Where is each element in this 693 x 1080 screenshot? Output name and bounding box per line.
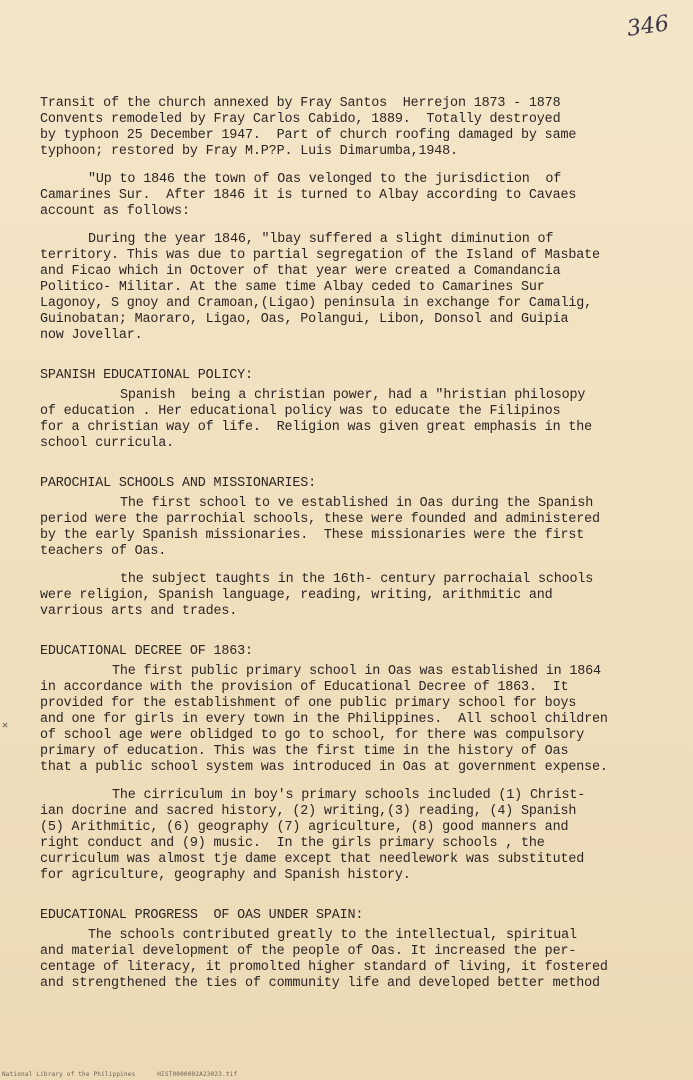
text-line: of school age were oblidged to go to school, for there was compulsory [40, 728, 585, 743]
text-line: The first school to ve established in Oas during the Spanish [120, 496, 594, 511]
file-name: HIST0000002A23023.tif [157, 1071, 238, 1078]
text-line: that a public school system was introduced in Oas at government expense. [40, 760, 608, 775]
text-line: and one for girls in every town in the Philippines. All school children [40, 712, 608, 727]
text-line: right conduct and (9) music. In the girls primary schools , the [40, 836, 545, 851]
text-line: now Jovellar. [40, 328, 143, 343]
archive-name: National Library of the Philippines [2, 1071, 136, 1078]
text-line: Convents remodeled by Fray Carlos Cabido, 1889. Totally destroyed [40, 112, 561, 127]
text-line: Transit of the church annexed by Fray Santos Herrejon 1873 - 1878 [40, 96, 561, 111]
section-heading: PAROCHIAL SCHOOLS AND MISSIONARIES: [40, 476, 316, 491]
text-line: of education . Her educational policy was to educate the Filipinos [40, 404, 561, 419]
paragraph [40, 572, 670, 620]
text-line: and material development of the people of Oas. It increased the per- [40, 944, 577, 959]
section-heading: SPANISH EDUCATIONAL POLICY: [40, 368, 253, 383]
text-line: the subject taughts in the 16th- century parrochaial schools [120, 572, 594, 587]
text-line: Spanish being a christian power, had a "hristian philosopy [120, 388, 586, 403]
text-line: Politico- Militar. At the same time Albay ceded to Camarines Sur [40, 280, 545, 295]
text-line: teachers of Oas. [40, 544, 167, 559]
text-line: The first public primary school in Oas was established in 1864 [112, 664, 601, 679]
page-number: 346 [625, 11, 671, 42]
text-line: The schools contributed greatly to the intellectual, spiritual [88, 928, 577, 943]
text-line: school curricula. [40, 436, 175, 451]
margin-mark: ✕ [2, 721, 9, 732]
text-line: The cirriculum in boy's primary schools included (1) Christ- [112, 788, 586, 803]
text-line: were religion, Spanish language, reading, writing, arithmitic and [40, 588, 553, 603]
section-parochial-schools [40, 476, 670, 632]
paragraph [40, 788, 670, 884]
text-line: Lagonoy, S gnoy and Cramoan,(Ligao) peninsula in exchange for Camalig, [40, 296, 592, 311]
paragraph [40, 928, 670, 992]
section-heading: EDUCATIONAL PROGRESS OF OAS UNDER SPAIN: [40, 908, 364, 923]
text-line: and Ficao which in Octover of that year were created a Comandancia [40, 264, 561, 279]
section-educational-decree [40, 644, 670, 896]
text-line: (5) Arithmitic, (6) geography (7) agriculture, (8) good manners and [40, 820, 569, 835]
text-line: typhoon; restored by Fray M.P?P. Luis Dimarumba,1948. [40, 144, 458, 159]
text-line: in accordance with the provision of Educational Decree of 1863. It [40, 680, 569, 695]
paragraph [40, 388, 670, 452]
text-line: for a christian way of life. Religion was given great emphasis in the [40, 420, 592, 435]
text-line: period were the parrochial schools, these were founded and administered [40, 512, 600, 527]
text-line: curriculum was almost tje dame except that needlework was substituted [40, 852, 585, 867]
text-line: varrious arts and trades. [40, 604, 238, 619]
section-educational-progress [40, 908, 670, 1004]
archive-footer [2, 1071, 255, 1078]
section-heading: EDUCATIONAL DECREE OF 1863: [40, 644, 253, 659]
text-line: and strengthened the ties of community life and developed better method [40, 976, 600, 991]
text-line: account as follows: [40, 204, 190, 219]
paragraph [40, 664, 670, 776]
text-line: ian docrine and sacred history, (2) writing,(3) reading, (4) Spanish [40, 804, 577, 819]
text-line: provided for the establishment of one public primary school for boys [40, 696, 577, 711]
text-line: During the year 1846, "lbay suffered a slight diminution of [88, 232, 554, 247]
paragraph [40, 96, 670, 160]
text-line: Camarines Sur. After 1846 it is turned to Albay according to Cavaes [40, 188, 577, 203]
paragraph [40, 496, 670, 560]
section-spanish-educational-policy [40, 368, 670, 464]
text-line: by typhoon 25 December 1947. Part of church roofing damaged by same [40, 128, 577, 143]
text-line: by the early Spanish missionaries. These missionaries were the first [40, 528, 585, 543]
text-line: "Up to 1846 the town of Oas velonged to the jurisdiction of [88, 172, 562, 187]
section-intro [40, 96, 670, 356]
text-line: centage of literacy, it promolted higher standard of living, it fostered [40, 960, 608, 975]
document-body [40, 96, 670, 1004]
text-line: primary of education. This was the first time in the history of Oas [40, 744, 569, 759]
text-line: for agriculture, geography and Spanish history. [40, 868, 411, 883]
paragraph [40, 172, 670, 220]
paragraph [40, 232, 670, 344]
text-line: territory. This was due to partial segregation of the Island of Masbate [40, 248, 600, 263]
text-line: Guinobatan; Maoraro, Ligao, Oas, Polangui, Libon, Donsol and Guipia [40, 312, 569, 327]
